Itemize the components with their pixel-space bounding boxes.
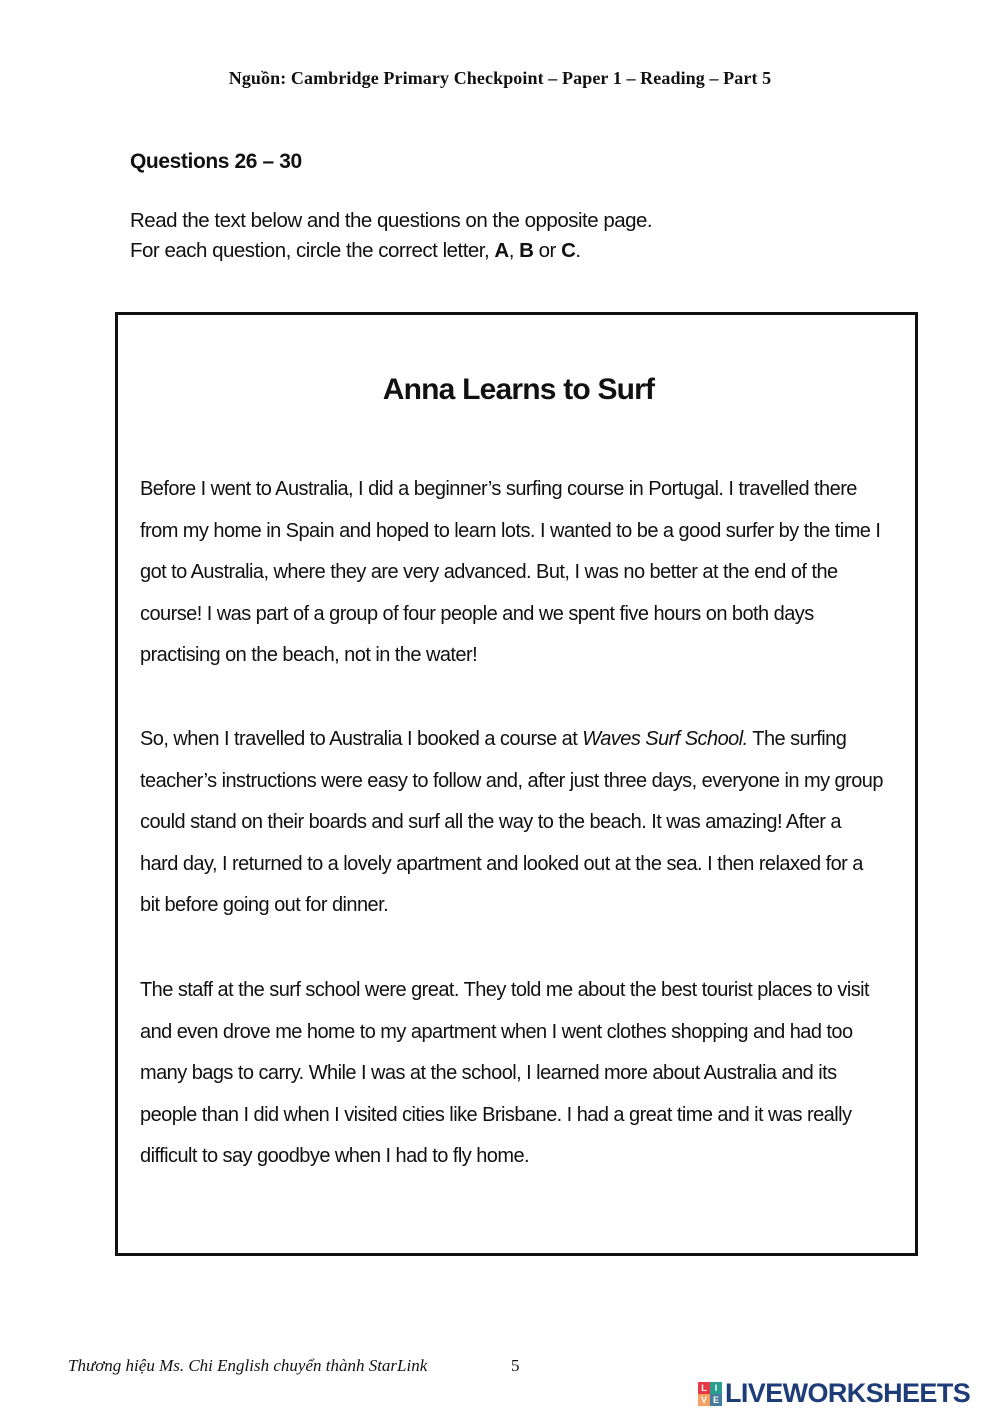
paragraph-line: many bags to carry. While I was at the school, I learned more about Australia and its xyxy=(140,1062,837,1084)
line-suffix: The surfing xyxy=(747,728,847,750)
paragraph-line: and even drove me home to my apartment when I went clothes shopping and had too xyxy=(140,1020,853,1043)
paragraph-line: bit before going out for dinner. xyxy=(140,894,389,916)
option-b-label: B xyxy=(519,239,534,262)
paragraph-line: The staff at the surf school were great. They told me about the best tourist places to visit xyxy=(140,979,870,1001)
logo-cell: L xyxy=(698,1382,710,1394)
paragraph-line: hard day, I returned to a lovely apartment and looked out at the sea. I then relaxed for a xyxy=(140,852,863,875)
option-c-label: C xyxy=(561,239,576,262)
paragraph-line: teacher’s instructions were easy to follow and, after just three days, everyone in my group xyxy=(140,769,883,792)
story-title: Anna Learns to Surf xyxy=(382,373,655,406)
paragraph-line: difficult to say goodbye when I had to fly home. xyxy=(140,1145,530,1167)
questions-heading: Questions 26 – 30 xyxy=(130,150,302,173)
story-paragraph-3 xyxy=(140,970,910,1178)
instruction-end: . xyxy=(575,239,581,262)
school-name: Waves Surf School. xyxy=(582,728,748,750)
liveworksheets-wordmark: LIVEWORKSHEETS xyxy=(725,1378,971,1408)
source-header: Nguồn: Cambridge Primary Checkpoint – Paper 1 – Reading – Part 5 xyxy=(228,68,772,88)
instruction-line-1: Read the text below and the questions on the opposite page. xyxy=(130,209,653,232)
instruction-separator: or xyxy=(533,239,562,262)
logo-cell: V xyxy=(698,1394,710,1406)
instruction-separator: , xyxy=(508,239,520,262)
paragraph-line xyxy=(140,719,910,761)
footer-brand-text: Thương hiệu Ms. Chi English chuyển thành StarLink xyxy=(68,1356,428,1375)
paragraph-line: people than I did when I visited cities like Brisbane. I had a great time and it was really xyxy=(140,1103,852,1126)
liveworksheets-logo[interactable] xyxy=(698,1378,970,1409)
logo-cell: I xyxy=(710,1382,722,1394)
paragraph-line: practising on the beach, not in the water! xyxy=(140,644,478,666)
instruction-prefix: For each question, circle the correct letter, xyxy=(130,239,495,262)
story-paragraph-1 xyxy=(140,469,910,677)
logo-cell: E xyxy=(710,1394,722,1406)
story-box xyxy=(115,312,918,1256)
liveworksheets-icon xyxy=(698,1382,722,1406)
page-number: 5 xyxy=(511,1356,520,1375)
paragraph-line: course! I was part of a group of four people and we spent five hours on both days xyxy=(140,602,814,625)
paragraph-line: from my home in Spain and hoped to learn lots. I wanted to be a good surfer by the time I xyxy=(140,519,881,542)
option-a-label: A xyxy=(494,239,509,262)
paragraph-line: got to Australia, where they are very advanced. But, I was no better at the end of the xyxy=(140,561,838,583)
line-prefix: So, when I travelled to Australia I booked a course at xyxy=(140,728,583,750)
story-paragraph-2 xyxy=(140,719,910,927)
instruction-line-2 xyxy=(130,236,652,266)
instructions xyxy=(130,206,652,266)
paragraph-line: Before I went to Australia, I did a beginner’s surfing course in Portugal. I travelled there xyxy=(140,478,857,500)
paragraph-line: could stand on their boards and surf all the way to the beach. It was amazing! After a xyxy=(140,811,841,833)
